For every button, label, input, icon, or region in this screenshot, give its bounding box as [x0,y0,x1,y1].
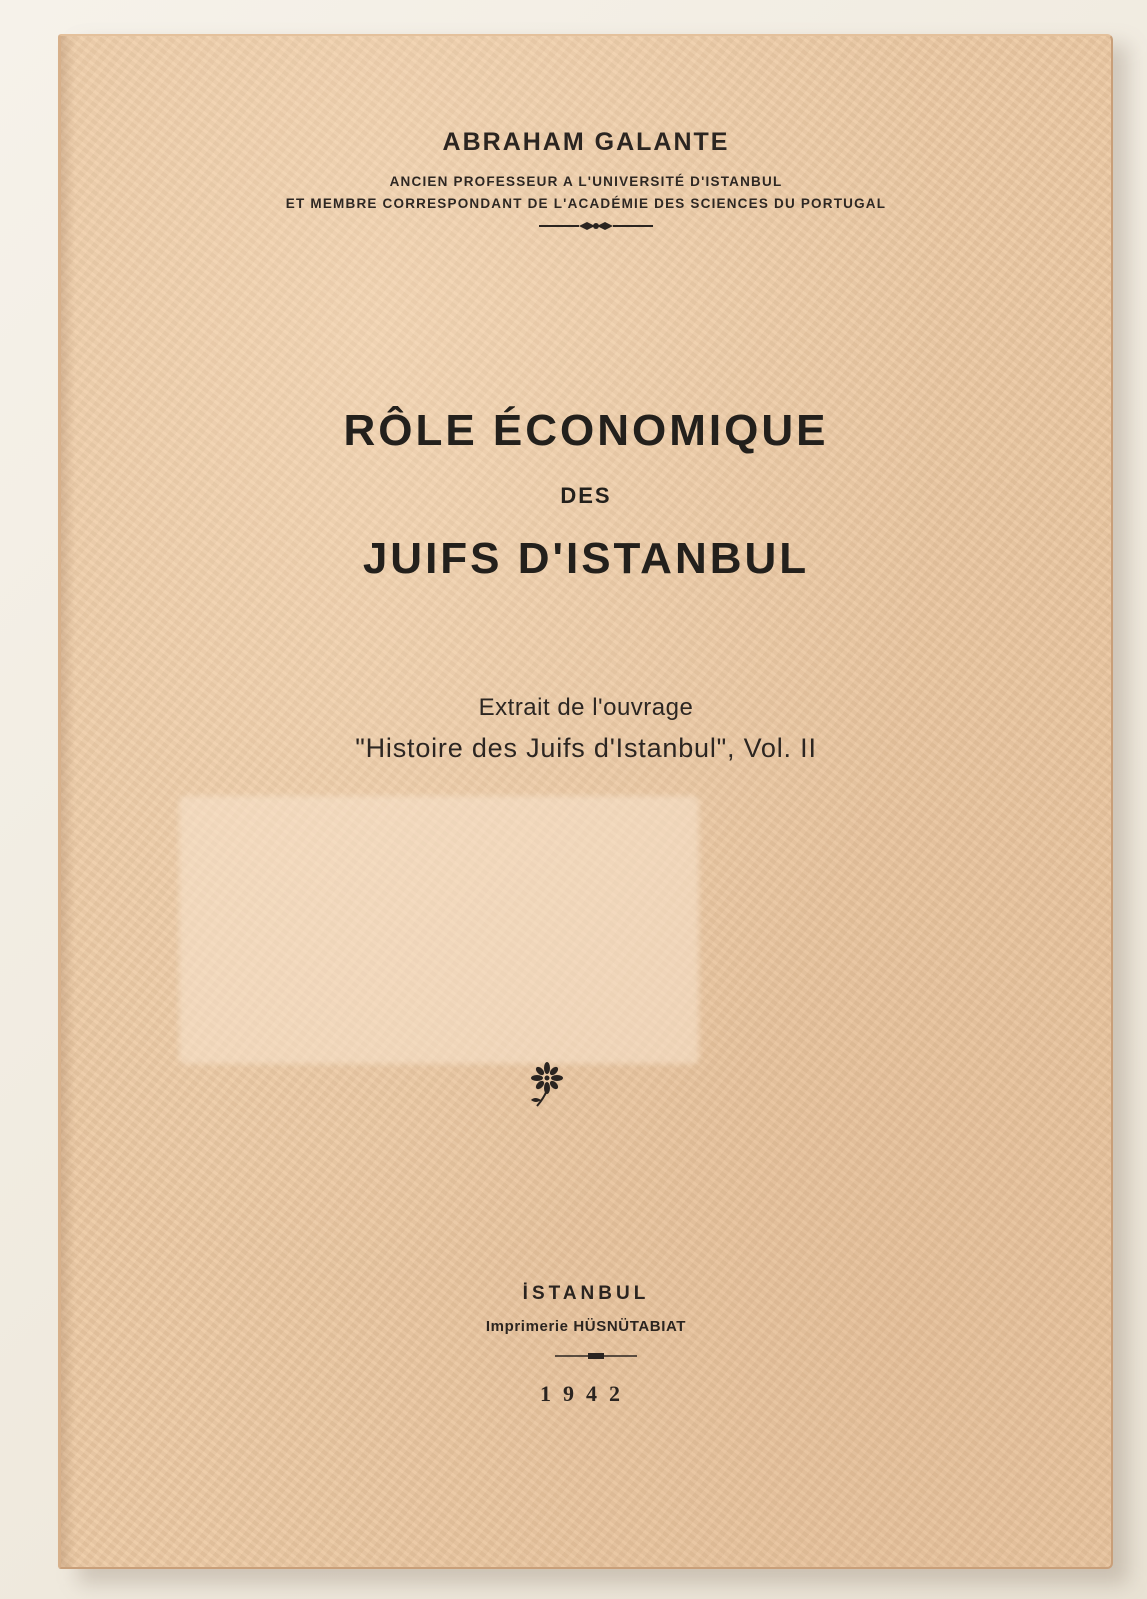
ornamental-rule-icon [539,220,653,232]
author-affiliation-line-2: ET MEMBRE CORRESPONDANT DE L'ACADÉMIE DES SCIENCES DU PORTUGAL [285,196,887,211]
author-affiliation-line-1: ANCIEN PROFESSEUR A L'UNIVERSITÉ D'ISTANBUL [389,174,783,189]
title-line-3: JUIFS D'ISTANBUL [362,534,810,583]
publication-city: İSTANBUL [522,1283,650,1304]
publication-year: 1942 [540,1381,632,1406]
flower-icon [527,1060,567,1108]
cover-spine-edge [61,36,75,1567]
small-rule-icon [555,1352,637,1360]
author-name: ABRAHAM GALANTE [442,128,730,156]
book-cover [58,34,1113,1569]
title-line-2: DES [560,483,612,508]
title-line-1: RÔLE ÉCONOMIQUE [343,406,829,455]
printer-name: Imprimerie HÜSNÜTABIAT [485,1318,687,1335]
extract-note-line-1: Extrait de l'ouvrage [478,694,694,721]
worn-patch [179,796,699,1064]
extract-note-line-2: "Histoire des Juifs d'Istanbul", Vol. II [355,733,817,763]
